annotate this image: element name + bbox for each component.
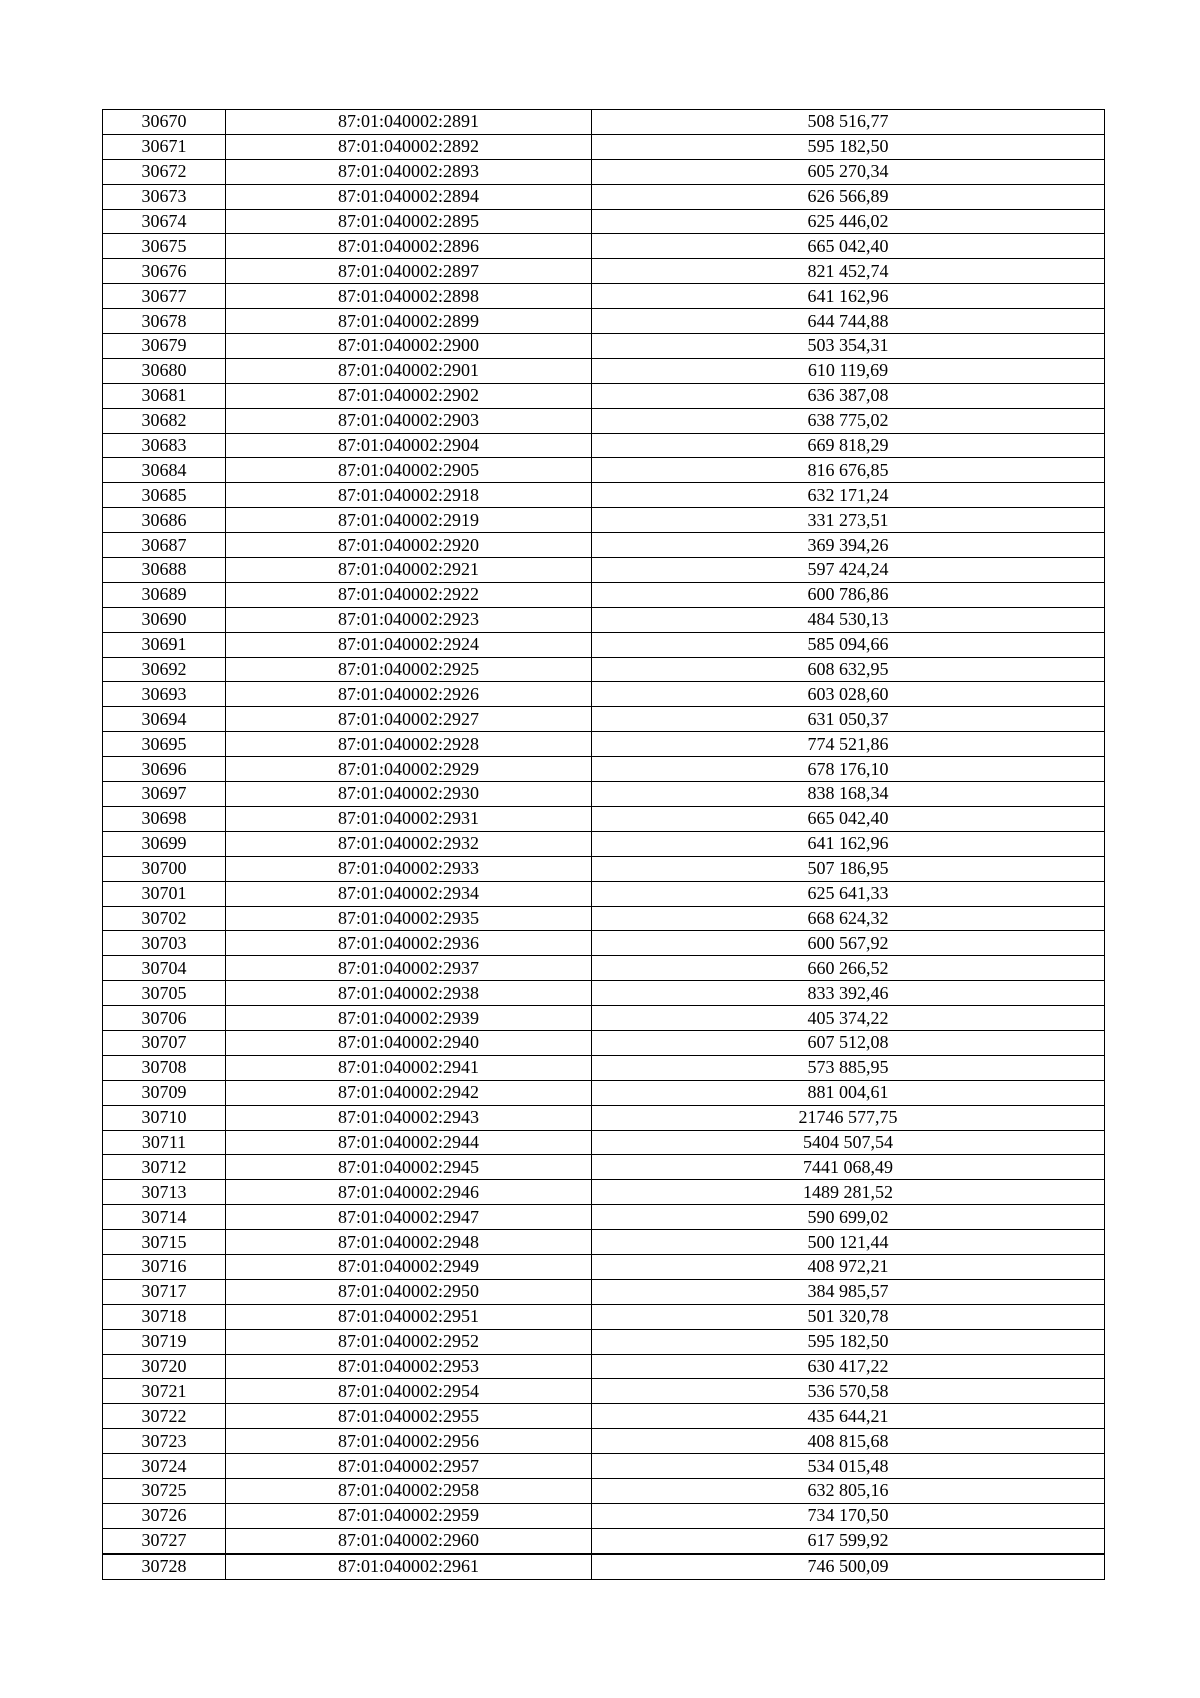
cadastral-number-cell: 87:01:040002:2896 (226, 234, 592, 259)
cadastral-number-cell: 87:01:040002:2942 (226, 1080, 592, 1105)
table-row (103, 1180, 1105, 1205)
cadastral-value-cell: 734 170,50 (592, 1503, 1105, 1528)
cadastral-value-cell: 608 632,95 (592, 657, 1105, 682)
table-row (103, 433, 1105, 458)
cadastral-number-cell: 87:01:040002:2926 (226, 682, 592, 707)
cadastral-value-cell: 573 885,95 (592, 1055, 1105, 1080)
table-row (103, 856, 1105, 881)
cadastral-number-cell: 87:01:040002:2937 (226, 956, 592, 981)
row-number-cell: 30721 (103, 1379, 226, 1404)
cadastral-value-cell: 821 452,74 (592, 259, 1105, 284)
cadastral-value-cell: 881 004,61 (592, 1080, 1105, 1105)
row-number-cell: 30694 (103, 707, 226, 732)
cadastral-value-cell: 21746 577,75 (592, 1105, 1105, 1130)
row-number-cell: 30700 (103, 856, 226, 881)
cadastral-number-cell: 87:01:040002:2935 (226, 906, 592, 931)
cadastral-number-cell: 87:01:040002:2905 (226, 458, 592, 483)
table-row (103, 806, 1105, 831)
row-number-cell: 30696 (103, 757, 226, 782)
cadastral-number-cell: 87:01:040002:2898 (226, 284, 592, 309)
row-number-cell: 30717 (103, 1279, 226, 1304)
row-number-cell: 30679 (103, 334, 226, 359)
row-number-cell: 30723 (103, 1429, 226, 1454)
table-row (103, 732, 1105, 757)
cadastral-value-cell: 536 570,58 (592, 1379, 1105, 1404)
cadastral-number-cell: 87:01:040002:2934 (226, 881, 592, 906)
table-row (103, 1155, 1105, 1180)
cadastral-number-cell: 87:01:040002:2952 (226, 1329, 592, 1354)
table-row (103, 134, 1105, 159)
cadastral-value-cell: 503 354,31 (592, 334, 1105, 359)
cadastral-value-cell: 669 818,29 (592, 433, 1105, 458)
table-row (103, 757, 1105, 782)
row-number-cell: 30686 (103, 508, 226, 533)
table-row (103, 657, 1105, 682)
cadastral-value-cell: 331 273,51 (592, 508, 1105, 533)
table-row (103, 1554, 1105, 1579)
row-number-cell: 30709 (103, 1080, 226, 1105)
table-row (103, 1304, 1105, 1329)
cadastral-number-cell: 87:01:040002:2921 (226, 558, 592, 583)
cadastral-number-cell: 87:01:040002:2918 (226, 483, 592, 508)
row-number-cell: 30680 (103, 358, 226, 383)
cadastral-value-cell: 632 171,24 (592, 483, 1105, 508)
table-row (103, 1329, 1105, 1354)
table-row (103, 309, 1105, 334)
cadastral-number-cell: 87:01:040002:2927 (226, 707, 592, 732)
table-row (103, 408, 1105, 433)
row-number-cell: 30704 (103, 956, 226, 981)
cadastral-number-cell: 87:01:040002:2945 (226, 1155, 592, 1180)
cadastral-number-cell: 87:01:040002:2957 (226, 1454, 592, 1479)
table-row (103, 1080, 1105, 1105)
cadastral-value-cell: 501 320,78 (592, 1304, 1105, 1329)
cadastral-number-cell: 87:01:040002:2893 (226, 159, 592, 184)
cadastral-number-cell: 87:01:040002:2919 (226, 508, 592, 533)
row-number-cell: 30673 (103, 184, 226, 209)
cadastral-value-cell: 484 530,13 (592, 607, 1105, 632)
cadastral-number-cell: 87:01:040002:2948 (226, 1230, 592, 1255)
cadastral-value-cell: 405 374,22 (592, 1006, 1105, 1031)
cadastral-number-cell: 87:01:040002:2902 (226, 383, 592, 408)
row-number-cell: 30676 (103, 259, 226, 284)
table-row (103, 1404, 1105, 1429)
cadastral-value-cell: 408 972,21 (592, 1254, 1105, 1279)
row-number-cell: 30690 (103, 607, 226, 632)
cadastral-number-cell: 87:01:040002:2949 (226, 1254, 592, 1279)
cadastral-value-cell: 1489 281,52 (592, 1180, 1105, 1205)
table-row (103, 1429, 1105, 1454)
table-row (103, 607, 1105, 632)
cadastral-number-cell: 87:01:040002:2947 (226, 1205, 592, 1230)
row-number-cell: 30715 (103, 1230, 226, 1255)
row-number-cell: 30687 (103, 533, 226, 558)
cadastral-number-cell: 87:01:040002:2943 (226, 1105, 592, 1130)
table-row (103, 906, 1105, 931)
table-row (103, 707, 1105, 732)
row-number-cell: 30670 (103, 110, 226, 135)
row-number-cell: 30727 (103, 1528, 226, 1553)
cadastral-number-cell: 87:01:040002:2931 (226, 806, 592, 831)
row-number-cell: 30706 (103, 1006, 226, 1031)
cadastral-value-cell: 590 699,02 (592, 1205, 1105, 1230)
cadastral-number-cell: 87:01:040002:2932 (226, 831, 592, 856)
cadastral-number-cell: 87:01:040002:2936 (226, 931, 592, 956)
table-row (103, 956, 1105, 981)
row-number-cell: 30699 (103, 831, 226, 856)
cadastral-value-cell: 595 182,50 (592, 134, 1105, 159)
cadastral-number-cell: 87:01:040002:2941 (226, 1055, 592, 1080)
cadastral-number-cell: 87:01:040002:2933 (226, 856, 592, 881)
cadastral-number-cell: 87:01:040002:2954 (226, 1379, 592, 1404)
row-number-cell: 30708 (103, 1055, 226, 1080)
table-row (103, 184, 1105, 209)
cadastral-number-cell: 87:01:040002:2961 (226, 1554, 592, 1579)
row-number-cell: 30725 (103, 1478, 226, 1503)
table-row (103, 284, 1105, 309)
row-number-cell: 30724 (103, 1454, 226, 1479)
row-number-cell: 30702 (103, 906, 226, 931)
cadastral-value-cell: 585 094,66 (592, 632, 1105, 657)
cadastral-value-cell: 638 775,02 (592, 408, 1105, 433)
cadastral-value-cell: 644 744,88 (592, 309, 1105, 334)
row-number-cell: 30719 (103, 1329, 226, 1354)
cadastral-number-cell: 87:01:040002:2891 (226, 110, 592, 135)
table-row (103, 1105, 1105, 1130)
row-number-cell: 30685 (103, 483, 226, 508)
cadastral-value-cell: 605 270,34 (592, 159, 1105, 184)
row-number-cell: 30674 (103, 209, 226, 234)
cadastral-number-cell: 87:01:040002:2928 (226, 732, 592, 757)
cadastral-number-cell: 87:01:040002:2895 (226, 209, 592, 234)
cadastral-number-cell: 87:01:040002:2951 (226, 1304, 592, 1329)
cadastral-value-cell: 838 168,34 (592, 782, 1105, 807)
table-row (103, 1279, 1105, 1304)
table-row (103, 458, 1105, 483)
cadastral-value-cell: 625 641,33 (592, 881, 1105, 906)
table-row (103, 1379, 1105, 1404)
row-number-cell: 30692 (103, 657, 226, 682)
table-row (103, 931, 1105, 956)
cadastral-value-cell: 610 119,69 (592, 358, 1105, 383)
table-row (103, 383, 1105, 408)
cadastral-value-cell: 774 521,86 (592, 732, 1105, 757)
cadastral-number-cell: 87:01:040002:2924 (226, 632, 592, 657)
cadastral-number-cell: 87:01:040002:2958 (226, 1478, 592, 1503)
row-number-cell: 30683 (103, 433, 226, 458)
row-number-cell: 30678 (103, 309, 226, 334)
cadastral-value-cell: 607 512,08 (592, 1030, 1105, 1055)
cadastral-value-cell: 665 042,40 (592, 234, 1105, 259)
table-row (103, 209, 1105, 234)
cadastral-number-cell: 87:01:040002:2903 (226, 408, 592, 433)
cadastral-value-cell: 595 182,50 (592, 1329, 1105, 1354)
row-number-cell: 30675 (103, 234, 226, 259)
cadastral-value-cell: 597 424,24 (592, 558, 1105, 583)
cadastral-number-cell: 87:01:040002:2939 (226, 1006, 592, 1031)
cadastral-value-cell: 600 567,92 (592, 931, 1105, 956)
table-row (103, 1230, 1105, 1255)
cadastral-number-cell: 87:01:040002:2946 (226, 1180, 592, 1205)
table-row (103, 1130, 1105, 1155)
cadastral-value-cell: 369 394,26 (592, 533, 1105, 558)
row-number-cell: 30720 (103, 1354, 226, 1379)
row-number-cell: 30728 (103, 1554, 226, 1579)
cadastral-number-cell: 87:01:040002:2959 (226, 1503, 592, 1528)
table-row (103, 159, 1105, 184)
cadastral-value-cell: 630 417,22 (592, 1354, 1105, 1379)
cadastral-number-cell: 87:01:040002:2894 (226, 184, 592, 209)
row-number-cell: 30693 (103, 682, 226, 707)
row-number-cell: 30677 (103, 284, 226, 309)
cadastral-value-cell: 408 815,68 (592, 1429, 1105, 1454)
cadastral-value-cell: 668 624,32 (592, 906, 1105, 931)
table-row (103, 1055, 1105, 1080)
cadastral-number-cell: 87:01:040002:2897 (226, 259, 592, 284)
cadastral-value-cell: 746 500,09 (592, 1554, 1105, 1579)
cadastral-value-cell: 603 028,60 (592, 682, 1105, 707)
row-number-cell: 30713 (103, 1180, 226, 1205)
cadastral-value-cell: 534 015,48 (592, 1454, 1105, 1479)
cadastral-value-cell: 665 042,40 (592, 806, 1105, 831)
cadastral-value-cell: 508 516,77 (592, 110, 1105, 135)
cadastral-number-cell: 87:01:040002:2901 (226, 358, 592, 383)
table-row (103, 682, 1105, 707)
table-row (103, 1006, 1105, 1031)
table-row (103, 358, 1105, 383)
table-row (103, 1528, 1105, 1553)
row-number-cell: 30689 (103, 582, 226, 607)
row-number-cell: 30698 (103, 806, 226, 831)
row-number-cell: 30710 (103, 1105, 226, 1130)
cadastral-number-cell: 87:01:040002:2925 (226, 657, 592, 682)
row-number-cell: 30695 (103, 732, 226, 757)
row-number-cell: 30684 (103, 458, 226, 483)
row-number-cell: 30672 (103, 159, 226, 184)
table-row (103, 334, 1105, 359)
cadastral-value-cell: 625 446,02 (592, 209, 1105, 234)
cadastral-number-cell: 87:01:040002:2940 (226, 1030, 592, 1055)
cadastral-number-cell: 87:01:040002:2930 (226, 782, 592, 807)
row-number-cell: 30705 (103, 981, 226, 1006)
table-row (103, 483, 1105, 508)
row-number-cell: 30718 (103, 1304, 226, 1329)
cadastral-value-cell: 435 644,21 (592, 1404, 1105, 1429)
cadastral-value-cell: 500 121,44 (592, 1230, 1105, 1255)
cadastral-value-cell: 678 176,10 (592, 757, 1105, 782)
table-row (103, 533, 1105, 558)
row-number-cell: 30707 (103, 1030, 226, 1055)
cadastral-number-cell: 87:01:040002:2904 (226, 433, 592, 458)
table-row (103, 508, 1105, 533)
table-row (103, 1030, 1105, 1055)
row-number-cell: 30688 (103, 558, 226, 583)
cadastral-number-cell: 87:01:040002:2944 (226, 1130, 592, 1155)
table-row (103, 632, 1105, 657)
table-row (103, 234, 1105, 259)
row-number-cell: 30722 (103, 1404, 226, 1429)
cadastral-number-cell: 87:01:040002:2923 (226, 607, 592, 632)
table-row (103, 259, 1105, 284)
table-row (103, 110, 1105, 135)
row-number-cell: 30716 (103, 1254, 226, 1279)
table-row (103, 1254, 1105, 1279)
cadastral-value-cell: 632 805,16 (592, 1478, 1105, 1503)
table-row (103, 1454, 1105, 1479)
cadastral-value-cell: 660 266,52 (592, 956, 1105, 981)
row-number-cell: 30714 (103, 1205, 226, 1230)
table-row (103, 582, 1105, 607)
cadastral-value-cell: 5404 507,54 (592, 1130, 1105, 1155)
cadastral-number-cell: 87:01:040002:2950 (226, 1279, 592, 1304)
cadastral-number-cell: 87:01:040002:2956 (226, 1429, 592, 1454)
row-number-cell: 30712 (103, 1155, 226, 1180)
table-row (103, 558, 1105, 583)
table-row (103, 981, 1105, 1006)
cadastral-value-cell: 507 186,95 (592, 856, 1105, 881)
table-row (103, 831, 1105, 856)
cadastral-value-cell: 816 676,85 (592, 458, 1105, 483)
cadastral-value-cell: 626 566,89 (592, 184, 1105, 209)
cadastral-number-cell: 87:01:040002:2922 (226, 582, 592, 607)
cadastral-number-cell: 87:01:040002:2955 (226, 1404, 592, 1429)
cadastral-value-cell: 631 050,37 (592, 707, 1105, 732)
table-row (103, 1354, 1105, 1379)
cadastral-value-cell: 636 387,08 (592, 383, 1105, 408)
row-number-cell: 30682 (103, 408, 226, 433)
cadastral-number-cell: 87:01:040002:2899 (226, 309, 592, 334)
table-row (103, 1503, 1105, 1528)
cadastral-number-cell: 87:01:040002:2929 (226, 757, 592, 782)
cadastral-value-cell: 7441 068,49 (592, 1155, 1105, 1180)
row-number-cell: 30703 (103, 931, 226, 956)
row-number-cell: 30711 (103, 1130, 226, 1155)
cadastral-value-cell: 833 392,46 (592, 981, 1105, 1006)
cadastral-number-cell: 87:01:040002:2938 (226, 981, 592, 1006)
cadastral-value-cell: 617 599,92 (592, 1528, 1105, 1553)
cadastral-value-cell: 641 162,96 (592, 284, 1105, 309)
cadastral-number-cell: 87:01:040002:2920 (226, 533, 592, 558)
cadastral-number-cell: 87:01:040002:2900 (226, 334, 592, 359)
cadastral-number-cell: 87:01:040002:2892 (226, 134, 592, 159)
row-number-cell: 30691 (103, 632, 226, 657)
cadastral-number-cell: 87:01:040002:2960 (226, 1528, 592, 1553)
row-number-cell: 30697 (103, 782, 226, 807)
table-row (103, 1205, 1105, 1230)
row-number-cell: 30701 (103, 881, 226, 906)
row-number-cell: 30726 (103, 1503, 226, 1528)
cadastral-value-table (102, 109, 1105, 1580)
cadastral-number-cell: 87:01:040002:2953 (226, 1354, 592, 1379)
cadastral-value-cell: 384 985,57 (592, 1279, 1105, 1304)
table-row (103, 1478, 1105, 1503)
table-body (103, 110, 1105, 1580)
table-row (103, 782, 1105, 807)
cadastral-value-cell: 600 786,86 (592, 582, 1105, 607)
row-number-cell: 30681 (103, 383, 226, 408)
row-number-cell: 30671 (103, 134, 226, 159)
table-row (103, 881, 1105, 906)
cadastral-value-cell: 641 162,96 (592, 831, 1105, 856)
